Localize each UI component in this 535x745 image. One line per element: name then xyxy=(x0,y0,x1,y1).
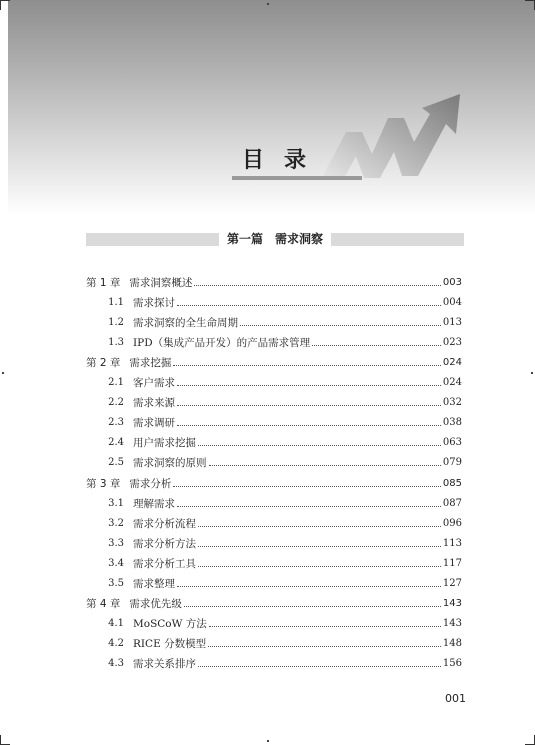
entry-number: 第 3 章 xyxy=(86,477,121,490)
entry-number: 2.2 xyxy=(108,397,124,409)
dot-leader xyxy=(209,465,441,466)
entry-page-number: 023 xyxy=(442,337,462,349)
dot-leader xyxy=(173,486,441,487)
dot-leader xyxy=(177,506,441,507)
crop-mark-bottom-left xyxy=(0,735,10,745)
table-of-contents xyxy=(86,270,462,671)
dot-leader xyxy=(198,546,441,547)
entry-title: 用户需求挖掘 xyxy=(133,437,196,450)
dot-leader xyxy=(208,646,441,647)
toc-section-entry xyxy=(86,631,462,651)
entry-page-number: 024 xyxy=(442,377,462,389)
dot-leader xyxy=(177,586,441,587)
dot-leader xyxy=(209,626,441,627)
entry-page-number: 004 xyxy=(442,297,462,309)
entry-title: 需求分析工具 xyxy=(133,557,196,570)
dot-leader xyxy=(240,325,441,326)
entry-title: 需求分析 xyxy=(129,477,172,490)
part-heading: 第一篇 需求洞察 xyxy=(219,230,331,247)
entry-number: 3.1 xyxy=(108,497,124,509)
entry-page-number: 003 xyxy=(442,277,462,289)
entry-number: 1.2 xyxy=(108,317,124,329)
toc-section-entry xyxy=(86,290,462,310)
entry-page-number: 024 xyxy=(442,357,462,369)
toc-chapter-entry xyxy=(86,270,462,290)
entry-number: 4.3 xyxy=(108,657,124,669)
page-title: 目录 xyxy=(242,148,327,173)
dot-leader xyxy=(198,526,441,527)
entry-title: 需求洞察的原则 xyxy=(133,457,207,470)
toc-chapter-entry xyxy=(86,470,462,490)
entry-number: 1.1 xyxy=(108,297,124,309)
entry-number: 3.3 xyxy=(108,537,124,549)
toc-section-entry xyxy=(86,531,462,551)
entry-number: 2.3 xyxy=(108,417,124,429)
toc-section-entry xyxy=(86,491,462,511)
entry-page-number: 063 xyxy=(442,437,462,449)
entry-number: 3.5 xyxy=(108,577,124,589)
entry-page-number: 156 xyxy=(442,657,462,669)
registration-mark-right xyxy=(531,372,533,374)
entry-title: 需求分析流程 xyxy=(133,517,196,530)
entry-title: 需求挖掘 xyxy=(129,357,172,370)
entry-page-number: 038 xyxy=(442,417,462,429)
entry-title: MoSCoW 方法 xyxy=(133,617,207,630)
toc-section-entry xyxy=(86,511,462,531)
entry-number: 2.4 xyxy=(108,437,124,449)
entry-number: 2.5 xyxy=(108,457,124,469)
entry-title: 需求调研 xyxy=(133,417,175,430)
entry-page-number: 087 xyxy=(442,497,462,509)
dot-leader xyxy=(177,425,441,426)
crop-mark-top-left xyxy=(0,0,10,10)
entry-title: 理解需求 xyxy=(133,497,175,510)
entry-page-number: 127 xyxy=(442,577,462,589)
toc-section-entry xyxy=(86,430,462,450)
dot-leader xyxy=(198,566,441,567)
entry-number: 4.2 xyxy=(108,637,124,649)
crop-mark-bottom-right xyxy=(525,735,535,745)
dot-leader xyxy=(312,345,441,346)
dot-leader xyxy=(173,365,441,366)
entry-page-number: 117 xyxy=(442,557,462,569)
title-underline xyxy=(232,176,362,180)
toc-section-entry xyxy=(86,651,462,671)
entry-page-number: 096 xyxy=(442,517,462,529)
toc-section-entry xyxy=(86,410,462,430)
registration-mark-left xyxy=(2,372,4,374)
entry-title: 需求整理 xyxy=(133,577,175,590)
entry-number: 第 4 章 xyxy=(86,597,121,610)
entry-number: 4.1 xyxy=(108,617,124,629)
entry-number: 第 2 章 xyxy=(86,357,121,370)
toc-chapter-entry xyxy=(86,591,462,611)
toc-section-entry xyxy=(86,330,462,350)
entry-title: 需求分析方法 xyxy=(133,537,196,550)
entry-page-number: 143 xyxy=(442,617,462,629)
entry-number: 1.3 xyxy=(108,337,124,349)
entry-number: 第 1 章 xyxy=(86,277,121,290)
registration-mark-bottom xyxy=(267,740,269,742)
entry-page-number: 013 xyxy=(442,317,462,329)
dot-leader xyxy=(177,385,441,386)
toc-section-entry xyxy=(86,551,462,571)
dot-leader xyxy=(177,405,441,406)
entry-title: 需求洞察概述 xyxy=(129,277,193,290)
toc-section-entry xyxy=(86,611,462,631)
entry-title: IPD（集成产品开发）的产品需求管理 xyxy=(133,337,311,350)
entry-title: 需求探讨 xyxy=(133,297,175,310)
dot-leader xyxy=(184,606,441,607)
page-number: 001 xyxy=(445,692,466,705)
entry-page-number: 032 xyxy=(442,397,462,409)
dot-leader xyxy=(198,445,441,446)
entry-title: 需求优先级 xyxy=(129,597,182,610)
entry-title: 客户需求 xyxy=(133,377,175,390)
entry-number: 3.2 xyxy=(108,517,124,529)
rising-arrow-graphic xyxy=(318,92,468,182)
entry-page-number: 085 xyxy=(442,477,462,489)
toc-section-entry xyxy=(86,390,462,410)
entry-title: 需求来源 xyxy=(133,397,175,410)
entry-title: 需求洞察的全生命周期 xyxy=(133,317,238,330)
dot-leader xyxy=(198,666,441,667)
entry-page-number: 113 xyxy=(442,537,462,549)
toc-section-entry xyxy=(86,571,462,591)
entry-page-number: 148 xyxy=(442,637,462,649)
crop-mark-top-right xyxy=(525,0,535,10)
registration-mark-top xyxy=(267,3,269,5)
toc-section-entry xyxy=(86,370,462,390)
entry-page-number: 143 xyxy=(442,597,462,609)
entry-title: RICE 分数模型 xyxy=(133,637,207,650)
part-heading-bar xyxy=(86,233,464,246)
toc-section-entry xyxy=(86,310,462,330)
entry-number: 3.4 xyxy=(108,557,124,569)
toc-section-entry xyxy=(86,450,462,470)
entry-page-number: 079 xyxy=(442,457,462,469)
entry-number: 2.1 xyxy=(108,377,124,389)
dot-leader xyxy=(194,285,441,286)
entry-title: 需求关系排序 xyxy=(133,657,196,670)
dot-leader xyxy=(177,305,441,306)
toc-chapter-entry xyxy=(86,350,462,370)
